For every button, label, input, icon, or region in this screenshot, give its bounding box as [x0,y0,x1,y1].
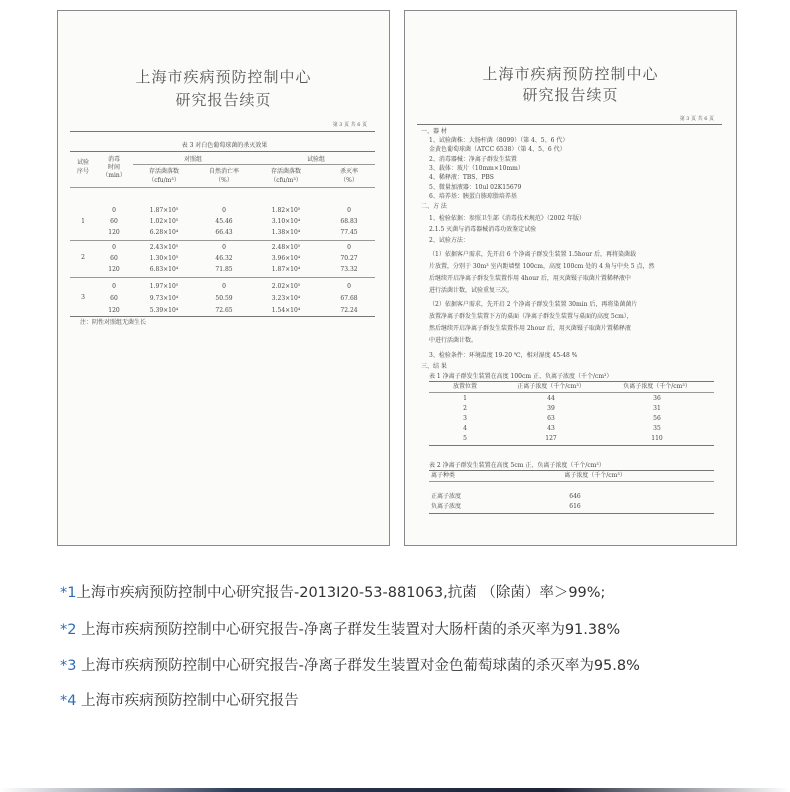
table-note: 注：阴性对照组无菌生长 [80,319,147,326]
table1-header-rule [429,392,714,393]
cell: 0 [347,283,351,290]
cell: 63 [547,415,555,422]
cell: 9.73×10⁴ [149,295,179,302]
cell: 1.38×10⁴ [271,229,301,236]
footnote-mark: *4 [60,693,77,709]
table1-col-positive: 正离子浓度（千个/cm³） [517,383,585,390]
table1-bottom-rule [429,445,714,446]
text-line: 1、试验菌株：大肠杆菌（8099）（第 4、5、6 代） [429,137,569,144]
cell: 71.85 [215,266,233,273]
group-3-no: 3 [81,294,85,301]
cell: 3.23×10⁴ [271,295,301,302]
caption-2 [60,618,620,639]
col-time: 消毒 [107,156,120,163]
cell: 3 [463,415,467,422]
cell: 0 [112,244,116,251]
report-page-right [404,10,737,546]
text-line: 6、培养基：胰蛋白胨琼脂培养基 [429,193,517,200]
cell: 2 [463,405,467,412]
cell: 6.28×10⁴ [149,229,179,236]
cell: 0 [347,207,351,214]
table2-title: 表 2 净离子群发生装置在高度 5cm 正、负离子浓度（千个/cm³） [429,462,605,469]
cell: 120 [108,229,120,236]
cell: 60 [110,218,118,225]
caption-text: 上海市疾病预防控制中心研究报告-净离子群发生装置对大肠杆菌的杀灭率为91.38% [76,622,621,638]
footnote-mark: *3 [60,658,77,674]
cell: 50.59 [215,295,233,302]
text-line: 3、检验条件：环境温度 19-20 ℃，相对湿度 45-48 % [429,352,578,359]
text-line: 二、方 法 [421,203,447,210]
cell: 60 [110,255,118,262]
cell: 1.54×10⁴ [271,307,301,314]
text-line: （2）依据客户需求，先开启 2 个净离子群发生装置 30min 后，再将染菌菌片 [429,301,638,308]
cell: 0 [112,207,116,214]
bottom-decor-strip [0,788,790,792]
text-line: （1）依据客户需求，先开启 6 个净离子群发生装置 1.5hour 后，再将染菌载 [429,251,637,258]
report-page-left [57,10,390,546]
header-bottom-rule [70,187,375,188]
footnote-mark: *1 [60,585,77,601]
cell: 127 [545,435,557,442]
cell: 负离子浓度 [431,503,462,510]
cell: 120 [108,307,120,314]
cell: 43 [547,425,555,432]
row-rule [70,240,375,241]
col-time-2: 时间 [107,164,120,171]
cell: 2.43×10⁵ [149,244,179,251]
cell: 3.96×10⁴ [271,255,301,262]
report-subtitle: 研究报告续页 [522,86,619,104]
caption-text: 上海市疾病预防控制中心研究报告-2013I20-53-881063,抗菌 （除菌）率＞99%; [76,585,606,601]
cell: 56 [653,415,661,422]
cell: 35 [653,425,661,432]
table2-bottom-rule [429,513,714,514]
cell: 1.97×10⁵ [149,283,179,290]
text-line: 5、微量加液器：10ul 02K15679 [429,184,522,191]
page-number: 第 3 页 共 6 页 [332,122,367,128]
cell: 67.68 [340,295,358,302]
cell: 77.45 [340,229,358,236]
table2-header-rule [429,481,714,482]
text-line: 中进行活菌计数。 [429,337,478,344]
table1-col-negative: 负离子浓度（千个/cm³） [623,383,691,390]
text-line: 一、器 材 [421,128,447,135]
report-title: 上海市疾病预防控制中心 [482,65,659,83]
table1-col-position: 放置位置 [452,383,477,390]
table1-top-rule [429,381,714,382]
cell: 1.82×10⁵ [271,207,301,214]
group-2-no: 2 [81,254,85,261]
cell: 72.65 [215,307,233,314]
col-control-group: 对照组 [183,156,202,163]
cell: 60 [110,295,118,302]
cell: 0 [112,283,116,290]
cell: 1.87×10⁵ [149,207,179,214]
cell: 5 [463,435,467,442]
header-rule [417,124,722,125]
col-test-group: 试验组 [306,156,325,163]
text-line: 后继续开启净离子群发生装置作用 4hour 后，用灭菌镊子取菌片置稀释液中 [429,275,631,282]
text-line: 4、稀释液：TBS、PBS [429,174,494,181]
text-line: 然后继续开启净离子群发生装置作用 2hour 后，用灭菌镊子取菌片置稀释液 [429,325,631,332]
text-line: 放置净离子群发生装置下方的桌面（净离子群发生装置与桌面的高度 5cm）， [429,313,633,320]
text-line: 2、消毒器械：净离子群发生装置 [429,156,517,163]
col-kill-rate: 杀灭率 [339,168,358,175]
table1-title: 表 1 净离子群发生装置在高度 100cm 正、负离子浓度（千个/cm³） [429,373,613,380]
caption-4 [60,689,299,710]
page-number: 第 3 页 共 6 页 [679,116,714,122]
cell: 3.10×10⁴ [271,218,301,225]
report-title: 上海市疾病预防控制中心 [135,68,312,86]
cell: 0 [347,244,351,251]
col-kill-unit: （%） [340,177,358,184]
table2-top-rule [429,470,714,471]
text-line: 三、结 果 [421,363,447,370]
cell: 6.83×10⁴ [149,266,179,273]
text-line: 片放置，分别于 30m³ 室内距墙壁 100cm，高度 100cm 处的 4 角与中央 5 点，然 [429,263,655,270]
table-title: 表 3 对白色葡萄球菌的杀灭效果 [181,142,268,149]
cell: 616 [569,503,581,510]
header-rule [70,131,375,132]
col-control-count: 存活菌落数 [148,168,179,175]
col-natural-rate: 自然消亡率 [208,168,239,175]
text-line: 3、载体：玻片（10mm×10mm） [429,165,524,172]
cell: 45.46 [215,218,233,225]
col-time-unit: （min） [102,172,126,179]
table-bottom-rule [70,316,375,317]
cell: 70.27 [340,255,358,262]
col-test-count-unit: （cfu/m³） [270,177,302,184]
table-top-rule [70,151,375,152]
cell: 44 [547,395,555,402]
cell: 0 [222,207,226,214]
text-line: 进行活菌计数，试验重复三次。 [429,287,514,294]
cell: 0 [222,244,226,251]
col-test-no: 试验 [76,159,89,166]
caption-text: 上海市疾病预防控制中心研究报告 [76,693,299,709]
cell: 72.24 [340,307,358,314]
table2-col-type: 离子种类 [431,472,456,479]
text-line: 2.1.5 灭菌与消毒器械消毒功效鉴定试验 [429,226,537,233]
col-test-no-2: 序号 [76,168,89,175]
cell: 68.83 [340,218,358,225]
text-line: 2、试验方法： [429,237,469,244]
row-rule [70,277,375,278]
cell: 1.02×10⁵ [149,218,179,225]
col-natural-unit: （%） [215,177,233,184]
cell: 1.30×10⁵ [149,255,179,262]
text-line: 1、检验依据：参照卫生部《消毒技术规范》（2002 年版） [429,215,585,222]
cell: 正离子浓度 [431,493,462,500]
group-rule [133,164,375,165]
cell: 5.39×10⁴ [149,307,179,314]
cell: 73.32 [340,266,358,273]
cell: 66.43 [215,229,233,236]
cell: 120 [108,266,120,273]
cell: 2.48×10⁵ [271,244,301,251]
col-control-count-unit: （cfu/m³） [148,177,180,184]
col-test-count: 存活菌落数 [270,168,301,175]
caption-text: 上海市疾病预防控制中心研究报告-净离子群发生装置对金色葡萄球菌的杀灭率为95.8% [76,658,640,674]
cell: 646 [569,493,581,500]
report-subtitle: 研究报告续页 [175,91,272,109]
group-1-no: 1 [81,218,85,225]
cell: 110 [651,435,663,442]
table2-col-conc: 离子浓度（千个/cm³） [564,472,626,479]
caption-3 [60,654,640,675]
cell: 4 [463,425,467,432]
cell: 2.02×10⁵ [271,283,301,290]
footnote-mark: *2 [60,622,77,638]
text-line: 金黄色葡萄球菌（ATCC 6538）（第 4、5、6 代） [429,146,566,153]
caption-1 [60,581,605,602]
cell: 1 [463,395,467,402]
cell: 0 [222,283,226,290]
cell: 31 [653,405,661,412]
cell: 39 [547,405,555,412]
cell: 46.32 [215,255,233,262]
cell: 36 [653,395,661,402]
cell: 1.87×10⁴ [271,266,301,273]
